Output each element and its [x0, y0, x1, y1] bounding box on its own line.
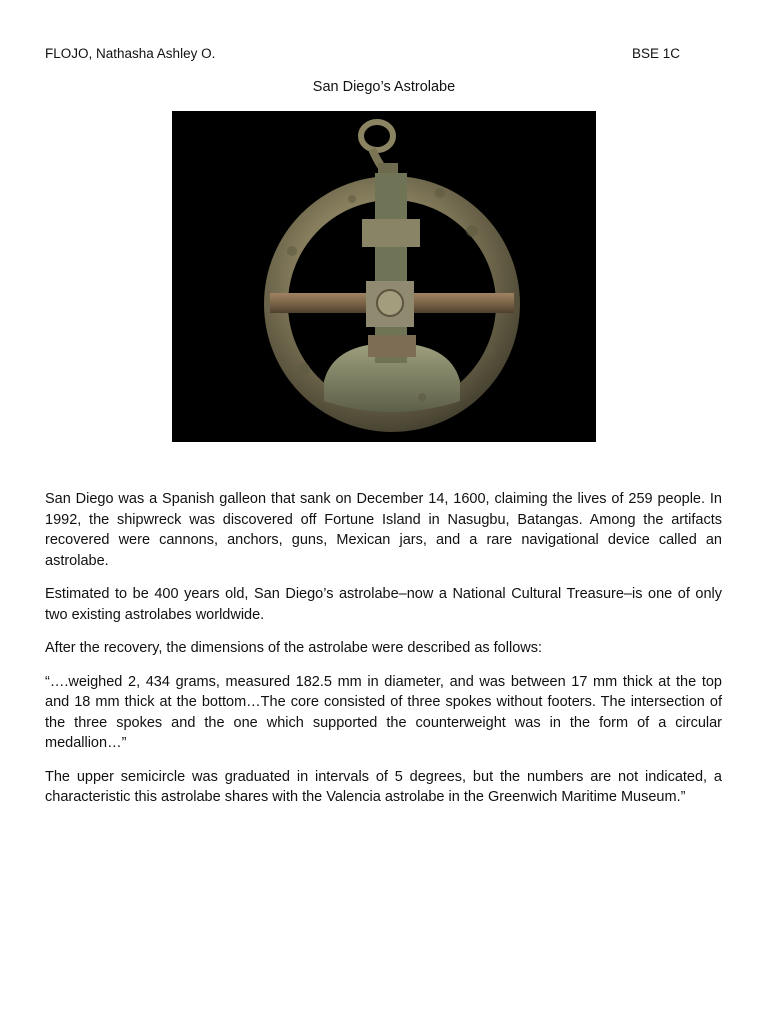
paragraph-history: San Diego was a Spanish galleon that sank on December 14, 1600, claiming the lives of 259 people. In 1992, the shipwreck was discovered off Fortune Island in Nasugbu, Batangas. Among the artifacts recovered were cannons, anchors, guns, Mexican jars, and a rare navigational device called an astrolabe. [45, 491, 722, 569]
paragraph-dimensions-quote: “….weighed 2, 434 grams, measured 182.5 mm in diameter, and was between 17 mm thick at the top and 18 mm thick at the bottom…The core consisted of three spokes without footers. The intersection of the three spokes and the one which supported the counterweight was in the form of a circular medallion…” [45, 673, 722, 751]
page-title: San Diego’s Astrolabe [312, 79, 456, 95]
paragraph-graduation: The upper semicircle was graduated in intervals of 5 degrees, but the numbers are not indicated, a characteristic this astrolabe shares with the Valencia astrolabe in the Greenwich Maritime Museum.” [45, 768, 722, 805]
paragraph-dimensions-intro: After the recovery, the dimensions of the astrolabe were described as follows: [45, 640, 543, 656]
astrolabe-photo [172, 111, 596, 442]
author-name: FLOJO, Nathasha Ashley O. [45, 46, 216, 61]
body-text [45, 489, 722, 821]
paragraph-age: Estimated to be 400 years old, San Diego’s astrolabe–now a National Cultural Treasure–is one of only two existing astrolabes worldwide. [45, 586, 722, 623]
astrolabe-medallion [366, 281, 414, 327]
class-section: BSE 1C [632, 46, 681, 61]
